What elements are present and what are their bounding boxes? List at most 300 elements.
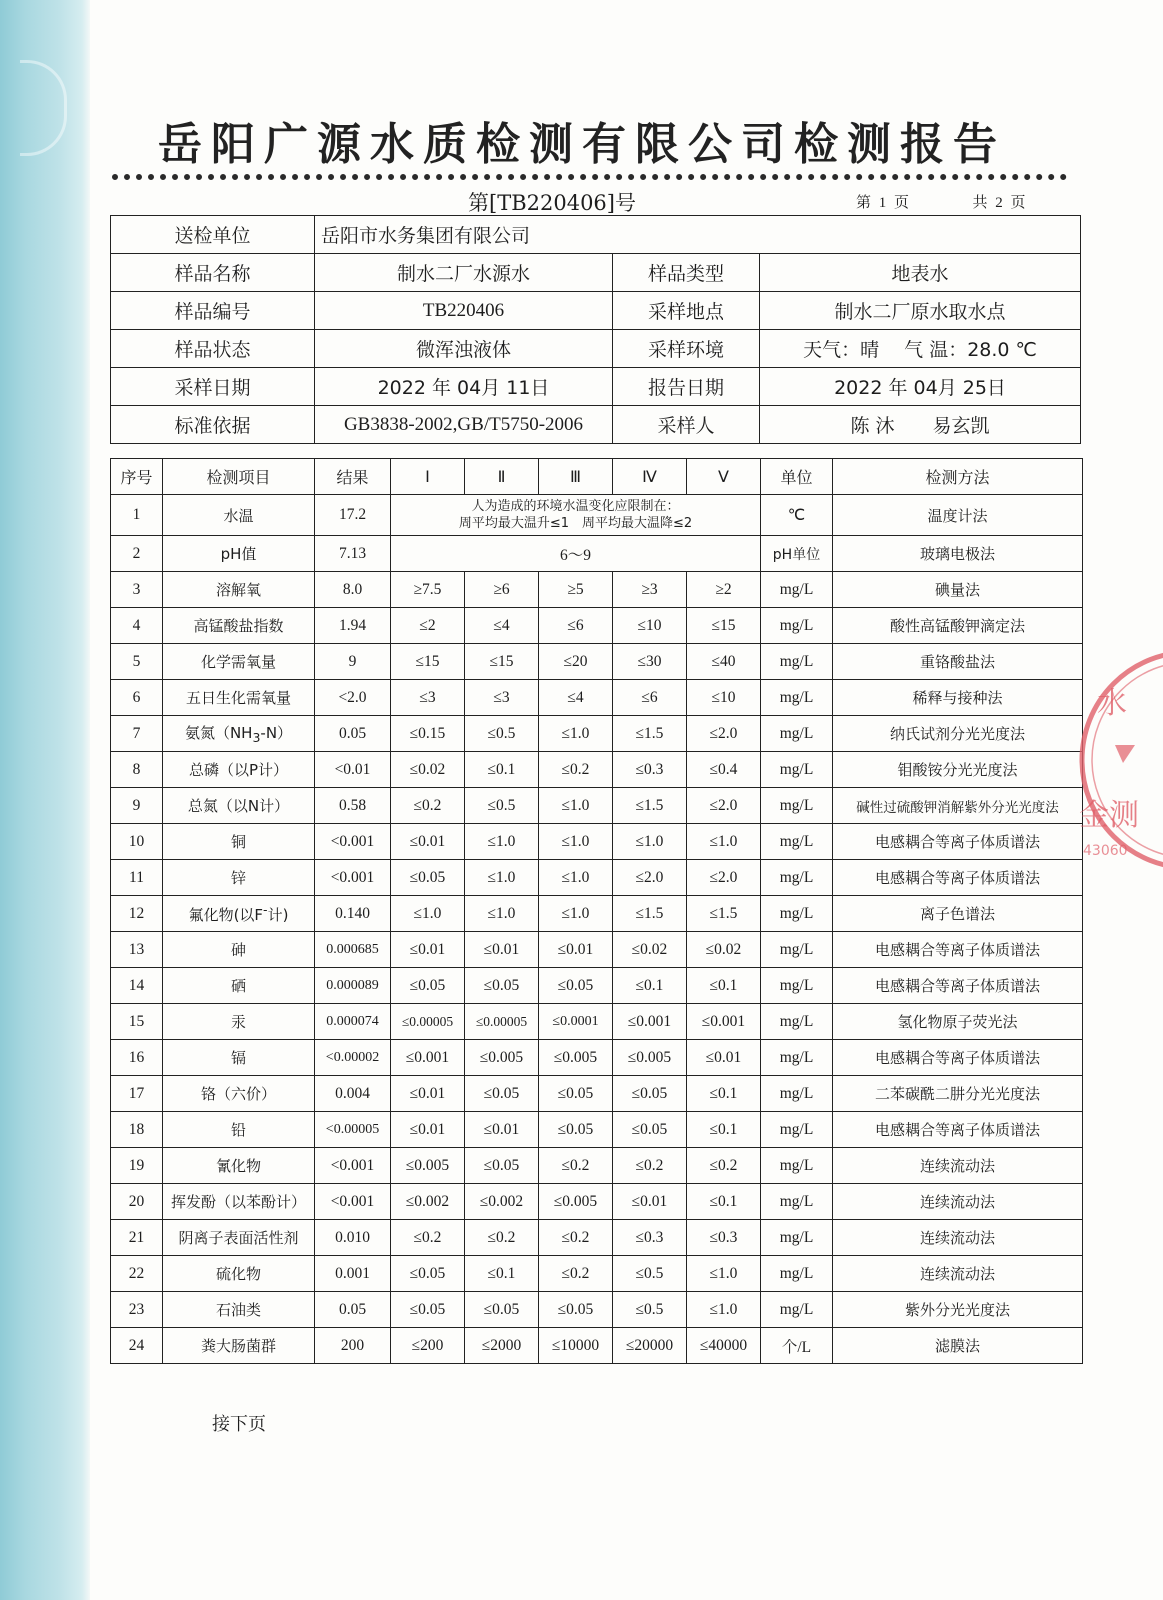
row-unit: mg/L <box>761 968 833 1004</box>
row-grade-g2: ≤0.00005 <box>465 1004 539 1040</box>
row-grade-g5: ≤0.01 <box>687 1040 761 1076</box>
row-grade-g2: ≥6 <box>465 572 539 608</box>
sampler-value: 陈 沐 易玄凯 <box>760 406 1081 444</box>
row-no: 3 <box>111 572 163 608</box>
standard-label: 标准依据 <box>111 406 315 444</box>
binding-strip <box>0 0 90 1600</box>
item-end: 计) <box>267 906 289 924</box>
sample-state-value: 微浑浊液体 <box>315 330 613 368</box>
row-grade-g2: ≤3 <box>465 680 539 716</box>
row-grade-g5: ≤1.0 <box>687 1292 761 1328</box>
row-grade-g3: ≤1.0 <box>539 896 613 932</box>
row-grade-g3: ≤20 <box>539 644 613 680</box>
row-grade-g2: ≤0.05 <box>465 1292 539 1328</box>
row-result: <0.00005 <box>315 1112 391 1148</box>
row-item: 硫化物 <box>163 1256 315 1292</box>
page-current: 1 <box>878 195 887 211</box>
row-grade-g3: ≤1.0 <box>539 824 613 860</box>
row-grade-g1: ≤0.05 <box>391 968 465 1004</box>
row-grade-g5: ≤1.5 <box>687 896 761 932</box>
sample-name-label: 样品名称 <box>111 254 315 292</box>
row-method: 连续流动法 <box>833 1256 1083 1292</box>
table-row <box>111 752 1083 788</box>
row-no: 17 <box>111 1076 163 1112</box>
row-unit: mg/L <box>761 1076 833 1112</box>
row-grade-g5: ≤0.2 <box>687 1148 761 1184</box>
row-method: 电感耦合等离子体质谱法 <box>833 968 1083 1004</box>
row-item: 铅 <box>163 1112 315 1148</box>
row-method: 电感耦合等离子体质谱法 <box>833 824 1083 860</box>
ph-range: 6～9 <box>391 536 761 572</box>
table-row <box>111 1040 1083 1076</box>
table-row <box>111 572 1083 608</box>
header-cell: 序号 <box>111 459 163 495</box>
row-grade-g4: ≤1.5 <box>613 896 687 932</box>
row-grade-g1: ≤0.05 <box>391 1256 465 1292</box>
row-method: 电感耦合等离子体质谱法 <box>833 860 1083 896</box>
info-row-dates <box>111 368 1081 406</box>
info-row-standard <box>111 406 1081 444</box>
row-grade-g2: ≤1.0 <box>465 824 539 860</box>
row-result: <0.001 <box>315 1148 391 1184</box>
row-grade-g2: ≤0.2 <box>465 1220 539 1256</box>
row-result: 200 <box>315 1328 391 1364</box>
row-grade-g4: ≤0.3 <box>613 1220 687 1256</box>
row-method: 钼酸铵分光光度法 <box>833 752 1083 788</box>
row-method: 玻璃电极法 <box>833 536 1083 572</box>
row-grade-g3: ≤0.005 <box>539 1040 613 1076</box>
row-grade-g2: ≤1.0 <box>465 860 539 896</box>
row-result: <0.001 <box>315 824 391 860</box>
row-unit: pH单位 <box>761 536 833 572</box>
row-method: 稀释与接种法 <box>833 680 1083 716</box>
row-result: 0.001 <box>315 1256 391 1292</box>
row-grade-g4: ≤0.005 <box>613 1040 687 1076</box>
row-unit: mg/L <box>761 1040 833 1076</box>
row-result: 0.010 <box>315 1220 391 1256</box>
seal-text: 金测 <box>1079 798 1139 833</box>
row-unit: mg/L <box>761 608 833 644</box>
row-no: 11 <box>111 860 163 896</box>
row-grade-g4: ≤30 <box>613 644 687 680</box>
results-table <box>110 458 1083 1364</box>
row-unit: mg/L <box>761 680 833 716</box>
row-grade-g2: ≤0.05 <box>465 1148 539 1184</box>
row-grade-g1: ≤15 <box>391 644 465 680</box>
sampling-env-value: 天气：晴 气 温：28.0 ℃ <box>760 330 1081 368</box>
row-no: 13 <box>111 932 163 968</box>
row-grade-g3: ≥5 <box>539 572 613 608</box>
row-grade-g2: ≤1.0 <box>465 896 539 932</box>
row-no: 23 <box>111 1292 163 1328</box>
row-grade-g4: ≤10 <box>613 608 687 644</box>
row-grade-g1: ≥7.5 <box>391 572 465 608</box>
row-grade-g3: ≤0.2 <box>539 1220 613 1256</box>
row-unit: mg/L <box>761 896 833 932</box>
row-item: 铬（六价） <box>163 1076 315 1112</box>
row-item: 五日生化需氧量 <box>163 680 315 716</box>
row-item: 汞 <box>163 1004 315 1040</box>
row-grade-g1: ≤0.01 <box>391 932 465 968</box>
table-row <box>111 932 1083 968</box>
row-item: 锌 <box>163 860 315 896</box>
row-grade-g5: ≤10 <box>687 680 761 716</box>
row-grade-g2: ≤2000 <box>465 1328 539 1364</box>
table-row <box>111 1220 1083 1256</box>
row-grade-g4: ≤0.05 <box>613 1076 687 1112</box>
row-result: 0.000074 <box>315 1004 391 1040</box>
row-no: 18 <box>111 1112 163 1148</box>
seal-digits: 43060 <box>1083 843 1128 859</box>
row-grade-g3: ≤1.0 <box>539 716 613 752</box>
info-row-sample-name <box>111 254 1081 292</box>
row-grade-g3: ≤0.0001 <box>539 1004 613 1040</box>
table-row <box>111 1328 1083 1364</box>
info-row-sample-id <box>111 292 1081 330</box>
row-grade-g1: ≤0.01 <box>391 1076 465 1112</box>
row-grade-g5: ≤2.0 <box>687 788 761 824</box>
row-grade-g4: ≤0.2 <box>613 1148 687 1184</box>
row-result: 1.94 <box>315 608 391 644</box>
report-date-value: 2022 年 04月 25日 <box>760 368 1081 406</box>
row-grade-g1: ≤3 <box>391 680 465 716</box>
row-item: 水温 <box>163 495 315 536</box>
report-title: 岳阳广源水质检测有限公司检测报告 <box>158 119 1006 170</box>
row-method: 滤膜法 <box>833 1328 1083 1364</box>
sample-id-label: 样品编号 <box>111 292 315 330</box>
row-grade-g4: ≤0.001 <box>613 1004 687 1040</box>
row-grade-g1: ≤0.05 <box>391 860 465 896</box>
row-result: 9 <box>315 644 391 680</box>
row-grade-g1: ≤0.01 <box>391 824 465 860</box>
item-end: -N） <box>260 724 293 742</box>
row-result: 0.05 <box>315 1292 391 1328</box>
row-grade-g4: ≤6 <box>613 680 687 716</box>
row-grade-g5: ≤1.0 <box>687 1256 761 1292</box>
row-unit: mg/L <box>761 860 833 896</box>
row-grade-g1: ≤0.005 <box>391 1148 465 1184</box>
row-result: 17.2 <box>315 495 391 536</box>
row-item: 硒 <box>163 968 315 1004</box>
row-grade-g3: ≤1.0 <box>539 788 613 824</box>
row-grade-g3: ≤0.05 <box>539 1076 613 1112</box>
page-label-start: 第 <box>856 195 872 211</box>
report-number-value: [TB220406] <box>489 191 615 215</box>
row-result: 0.000685 <box>315 932 391 968</box>
row-result: 0.000089 <box>315 968 391 1004</box>
row-grade-g3: ≤6 <box>539 608 613 644</box>
table-header-row <box>111 459 1083 495</box>
header-cell: Ⅴ <box>687 459 761 495</box>
row-no: 6 <box>111 680 163 716</box>
row-result: 7.13 <box>315 536 391 572</box>
row-method: 电感耦合等离子体质谱法 <box>833 1112 1083 1148</box>
row-item <box>163 716 315 752</box>
row-grade-g1: ≤0.002 <box>391 1184 465 1220</box>
sampling-site-value: 制水二厂原水取水点 <box>760 292 1081 330</box>
row-result: <0.001 <box>315 860 391 896</box>
row-item: 化学需氧量 <box>163 644 315 680</box>
row-unit: mg/L <box>761 788 833 824</box>
row-method: 碘量法 <box>833 572 1083 608</box>
sample-state-label: 样品状态 <box>111 330 315 368</box>
row-method: 电感耦合等离子体质谱法 <box>833 1040 1083 1076</box>
note-line: 人为造成的环境水温变化应限制在： <box>471 499 680 514</box>
page-total-unit: 页 <box>1010 195 1026 211</box>
row-item: 总磷（以P计） <box>163 752 315 788</box>
row-result: <0.001 <box>315 1184 391 1220</box>
row-result: <0.00002 <box>315 1040 391 1076</box>
row-grade-g2: ≤0.1 <box>465 1256 539 1292</box>
row-grade-g5: ≤0.3 <box>687 1220 761 1256</box>
sample-id-value: TB220406 <box>315 292 613 330</box>
row-grade-g2: ≤0.05 <box>465 1076 539 1112</box>
row-unit: mg/L <box>761 932 833 968</box>
row-grade-g3: ≤0.01 <box>539 932 613 968</box>
row-no: 24 <box>111 1328 163 1364</box>
row-unit: mg/L <box>761 1184 833 1220</box>
row-grade-g3: ≤0.05 <box>539 968 613 1004</box>
header-cell: Ⅲ <box>539 459 613 495</box>
row-no: 15 <box>111 1004 163 1040</box>
row-no: 1 <box>111 495 163 536</box>
row-grade-g1: ≤0.2 <box>391 1220 465 1256</box>
item-sub: 3 <box>252 730 261 745</box>
table-row <box>111 536 1083 572</box>
row-grade-g4: ≤1.5 <box>613 716 687 752</box>
row-grade-g3: ≤1.0 <box>539 860 613 896</box>
table-row <box>111 1004 1083 1040</box>
row-grade-g2: ≤0.005 <box>465 1040 539 1076</box>
header-cell: 检测方法 <box>833 459 1083 495</box>
sampling-env-label: 采样环境 <box>613 330 760 368</box>
row-item: 铜 <box>163 824 315 860</box>
row-grade-g2: ≤0.002 <box>465 1184 539 1220</box>
row-grade-g4: ≤0.05 <box>613 1112 687 1148</box>
row-no: 20 <box>111 1184 163 1220</box>
row-grade-g1: ≤1.0 <box>391 896 465 932</box>
row-no: 8 <box>111 752 163 788</box>
row-item: 氰化物 <box>163 1148 315 1184</box>
header-cell: Ⅳ <box>613 459 687 495</box>
table-row <box>111 1076 1083 1112</box>
row-grade-g2: ≤0.5 <box>465 716 539 752</box>
row-grade-g3: ≤0.2 <box>539 1148 613 1184</box>
row-item: 粪大肠菌群 <box>163 1328 315 1364</box>
sampling-date-value: 2022 年 04月 11日 <box>315 368 613 406</box>
row-item: 砷 <box>163 932 315 968</box>
row-grade-g1: ≤200 <box>391 1328 465 1364</box>
sampling-site-label: 采样地点 <box>613 292 760 330</box>
page-info <box>856 191 1030 212</box>
row-item: 挥发酚（以苯酚计） <box>163 1184 315 1220</box>
row-item: 高锰酸盐指数 <box>163 608 315 644</box>
row-grade-g5: ≤0.1 <box>687 1112 761 1148</box>
row-method: 紫外分光光度法 <box>833 1292 1083 1328</box>
row-grade-g3: ≤0.2 <box>539 752 613 788</box>
row-grade-g3: ≤0.005 <box>539 1184 613 1220</box>
header-cell: 结果 <box>315 459 391 495</box>
row-grade-g5: ≤2.0 <box>687 860 761 896</box>
row-no: 12 <box>111 896 163 932</box>
row-grade-g4: ≤0.02 <box>613 932 687 968</box>
row-grade-g2: ≤4 <box>465 608 539 644</box>
table-row <box>111 896 1083 932</box>
row-grade-g4: ≤0.5 <box>613 1292 687 1328</box>
row-grade-g4: ≤0.1 <box>613 968 687 1004</box>
row-method: 二苯碳酰二肼分光光度法 <box>833 1076 1083 1112</box>
row-method: 连续流动法 <box>833 1148 1083 1184</box>
row-grade-g5: ≤0.1 <box>687 1184 761 1220</box>
row-unit: mg/L <box>761 1256 833 1292</box>
row-unit: mg/L <box>761 824 833 860</box>
row-grade-g1: ≤0.001 <box>391 1040 465 1076</box>
page-total: 2 <box>995 195 1003 211</box>
sample-type-value: 地表水 <box>760 254 1081 292</box>
row-result: <2.0 <box>315 680 391 716</box>
row-item: 石油类 <box>163 1292 315 1328</box>
row-no: 21 <box>111 1220 163 1256</box>
row-item: 溶解氧 <box>163 572 315 608</box>
table-row <box>111 968 1083 1004</box>
row-no: 5 <box>111 644 163 680</box>
row-result: 8.0 <box>315 572 391 608</box>
row-grade-g3: ≤10000 <box>539 1328 613 1364</box>
row-result: 0.05 <box>315 716 391 752</box>
row-no: 10 <box>111 824 163 860</box>
page-total-label: 共 <box>972 195 988 211</box>
row-result: 0.004 <box>315 1076 391 1112</box>
row-grade-g3: ≤0.2 <box>539 1256 613 1292</box>
row-grade-g4: ≤0.3 <box>613 752 687 788</box>
row-item: 阴离子表面活性剂 <box>163 1220 315 1256</box>
table-row <box>111 495 1083 536</box>
table-row <box>111 716 1083 752</box>
header-cell: 检测项目 <box>163 459 315 495</box>
table-row <box>111 1292 1083 1328</box>
table-row <box>111 860 1083 896</box>
client-label: 送检单位 <box>111 216 315 254</box>
row-grade-g1: ≤0.05 <box>391 1292 465 1328</box>
row-method: 连续流动法 <box>833 1220 1083 1256</box>
row-unit: ℃ <box>761 495 833 536</box>
row-grade-g5: ≤15 <box>687 608 761 644</box>
note-line: 周平均最大温升≤1 周平均最大温降≤2 <box>458 516 693 531</box>
row-grade-g4: ≤2.0 <box>613 860 687 896</box>
results-body <box>111 459 1083 1364</box>
table-row <box>111 1256 1083 1292</box>
row-grade-g4: ≤1.0 <box>613 824 687 860</box>
row-unit: mg/L <box>761 1148 833 1184</box>
row-unit: mg/L <box>761 1112 833 1148</box>
row-unit: 个/L <box>761 1328 833 1364</box>
row-method: 离子色谱法 <box>833 896 1083 932</box>
row-item <box>163 896 315 932</box>
row-grade-g1: ≤0.2 <box>391 788 465 824</box>
standard-value: GB3838-2002,GB/T5750-2006 <box>315 406 613 444</box>
row-grade-g4: ≥3 <box>613 572 687 608</box>
row-method: 碱性过硫酸钾消解紫外分光光度法 <box>833 788 1083 824</box>
row-grade-g5: ≤0.001 <box>687 1004 761 1040</box>
row-grade-g1: ≤0.02 <box>391 752 465 788</box>
row-grade-g5: ≤0.02 <box>687 932 761 968</box>
row-no: 4 <box>111 608 163 644</box>
row-no: 2 <box>111 536 163 572</box>
header-cell: Ⅱ <box>465 459 539 495</box>
row-grade-g2: ≤15 <box>465 644 539 680</box>
info-row-client <box>111 216 1081 254</box>
report-number <box>468 187 636 217</box>
sample-type-label: 样品类型 <box>613 254 760 292</box>
row-unit: mg/L <box>761 1004 833 1040</box>
header-cell: 单位 <box>761 459 833 495</box>
row-grade-g5: ≤2.0 <box>687 716 761 752</box>
row-grade-g1: ≤0.15 <box>391 716 465 752</box>
row-no: 16 <box>111 1040 163 1076</box>
row-no: 7 <box>111 716 163 752</box>
seal-text: 水 <box>1097 686 1127 721</box>
report-date-label: 报告日期 <box>613 368 760 406</box>
sampling-date-label: 采样日期 <box>111 368 315 406</box>
row-unit: mg/L <box>761 716 833 752</box>
sampler-label: 采样人 <box>613 406 760 444</box>
table-row <box>111 1148 1083 1184</box>
row-grade-g1: ≤0.01 <box>391 1112 465 1148</box>
table-row <box>111 680 1083 716</box>
table-row <box>111 644 1083 680</box>
row-method: 氢化物原子荧光法 <box>833 1004 1083 1040</box>
row-method: 重铬酸盐法 <box>833 644 1083 680</box>
title-divider <box>112 174 1067 180</box>
row-method: 纳氏试剂分光光度法 <box>833 716 1083 752</box>
row-grade-g4: ≤0.01 <box>613 1184 687 1220</box>
sample-info-table <box>110 215 1081 444</box>
row-result: <0.01 <box>315 752 391 788</box>
row-grade-g3: ≤0.05 <box>539 1292 613 1328</box>
row-grade-g5: ≤40000 <box>687 1328 761 1364</box>
table-row <box>111 608 1083 644</box>
row-unit: mg/L <box>761 1220 833 1256</box>
table-row <box>111 1184 1083 1220</box>
row-no: 9 <box>111 788 163 824</box>
row-grade-g5: ≤0.1 <box>687 1076 761 1112</box>
row-grade-g4: ≤20000 <box>613 1328 687 1364</box>
row-item: pH值 <box>163 536 315 572</box>
row-result: 0.58 <box>315 788 391 824</box>
report-number-prefix: 第 <box>468 191 489 215</box>
row-no: 14 <box>111 968 163 1004</box>
continue-note: 接下页 <box>212 1414 266 1435</box>
row-unit: mg/L <box>761 572 833 608</box>
row-unit: mg/L <box>761 752 833 788</box>
row-method: 酸性高锰酸钾滴定法 <box>833 608 1083 644</box>
row-grade-g3: ≤4 <box>539 680 613 716</box>
client-value: 岳阳市水务集团有限公司 <box>315 216 1081 254</box>
info-row-sample-state <box>111 330 1081 368</box>
row-grade-g2: ≤0.01 <box>465 1112 539 1148</box>
item-main: 氟化物(以F <box>188 906 264 924</box>
row-grade-g5: ≤1.0 <box>687 824 761 860</box>
row-grade-g5: ≥2 <box>687 572 761 608</box>
row-grade-g3: ≤0.05 <box>539 1112 613 1148</box>
row-grade-g2: ≤0.05 <box>465 968 539 1004</box>
row-grade-g5: ≤40 <box>687 644 761 680</box>
row-no: 19 <box>111 1148 163 1184</box>
row-grade-g1: ≤2 <box>391 608 465 644</box>
row-no: 22 <box>111 1256 163 1292</box>
row-method: 连续流动法 <box>833 1184 1083 1220</box>
row-unit: mg/L <box>761 1292 833 1328</box>
